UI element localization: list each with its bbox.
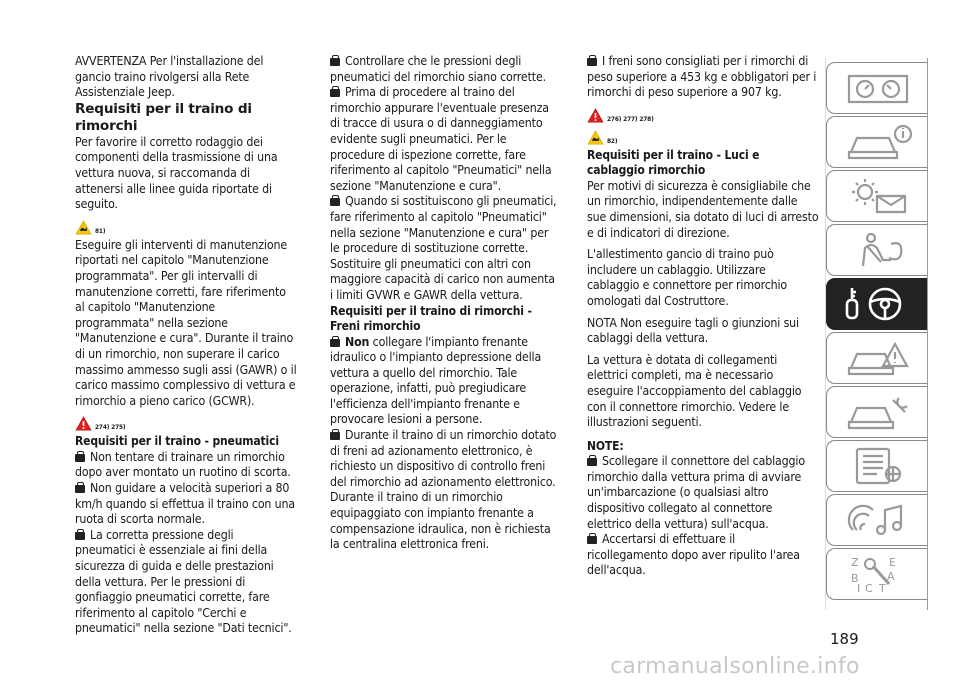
svg-text:A: A [887, 570, 895, 583]
tow-hitch-bullet-icon [75, 484, 86, 493]
paragraph-manutenzione: Eseguire gli interventi di manutenzione riportati nel capitolo "Manutenzione programmata". Per gli intervalli di manutenzione corretti, fare riferimento al capitolo "Manutenzione programmata" nella sezione "Manutenzione e cura". Durante il traino di un rimorchio, non superare il carico massimo ammesso sugli assi (GAWR) o il carico massimo complessivo di vettura e rimorchio a pieno carico (GCWR). [75, 237, 297, 408]
svg-text:I: I [857, 582, 861, 594]
car-info-icon [843, 122, 913, 162]
tab-avviamento-guida[interactable] [826, 278, 927, 330]
multimedia-icon [843, 500, 913, 540]
bullet-item: Accertarsi di effettuare il ricollegamento dopo aver ripulito l'area dell'acqua. [587, 532, 800, 578]
warning-ref[interactable] [587, 127, 819, 145]
column-2 [330, 54, 560, 553]
page-number: 189 [830, 630, 859, 648]
seatbelt-airbag-icon [843, 230, 913, 270]
warning-ref-number: 276) 277) 278) [607, 114, 654, 123]
bullet-item: Scollegare il connettore del cablaggio rimorchio dalla vettura prima di avviare un'imbarcazione (o qualsiasi altro dispositivo collegato al connettore elettrico della vettura) sull'acqua. [587, 454, 805, 531]
paragraph-cablaggio: L'allestimento gancio di traino può includere un cablaggio. Utilizzare cablaggio e connettore per rimorchio omologati dal Costruttore. [587, 247, 788, 308]
paragraph-rodaggio: Per favorire il corretto rodaggio dei componenti della trasmissione di una vettura nuova, si raccomanda di attenersi alle linee guida riportate di seguito. [75, 134, 278, 212]
bullet-item: I freni sono consigliati per i rimorchi di peso superiore a 453 kg e obbligatori per i rimorchi di peso superiore a 907 kg. [587, 54, 817, 100]
car-wrench-icon [843, 392, 913, 432]
heading-luci-cablaggio: Requisiti per il traino - Luci e cablaggio rimorchio [587, 147, 760, 178]
warning-ref-number: 81) [95, 226, 106, 235]
svg-text:B: B [851, 572, 859, 585]
car-warning-icon [843, 338, 913, 378]
sun-mail-icon [843, 176, 913, 216]
tab-indice-alfabetico[interactable] [826, 548, 927, 600]
warning-ref-number: 82) [607, 136, 618, 145]
warning-triangle-icon [75, 220, 92, 235]
tow-hitch-bullet-icon [330, 57, 341, 66]
column-3 [587, 54, 819, 579]
warning-triangle-icon [75, 416, 92, 431]
svg-text:Z: Z [851, 556, 859, 569]
tow-hitch-bullet-icon [587, 457, 598, 466]
tow-hitch-bullet-icon [330, 197, 341, 206]
tab-conoscenza-vettura[interactable] [826, 116, 927, 168]
warning-ref[interactable] [587, 105, 819, 123]
paragraph-sicurezza-luci: Per motivi di sicurezza è consigliabile che un rimorchio, indipendentemente dalle sue dimensioni, sia dotato di luci di arresto e di indicatori di direzione. [587, 178, 819, 240]
heading-freni-rimorchio: Requisiti per il traino di rimorchi - Freni rimorchio [330, 303, 532, 333]
paragraph-nota: NOTA Non eseguire tagli o giunzioni sui cablaggi della vettura. [587, 315, 799, 346]
tab-sicurezza[interactable] [826, 224, 927, 276]
tow-hitch-bullet-icon [330, 88, 341, 97]
warning-ref[interactable] [75, 413, 297, 431]
watermark-footer: carmanualsonline.info [610, 654, 860, 679]
tow-hitch-bullet-icon [587, 535, 598, 544]
spec-list-icon [843, 446, 913, 486]
bullet-item: Quando si sostituiscono gli pneumatici, fare riferimento al capitolo "Pneumatici" nella sezione "Manutenzione e cura" per le procedure di sostituzione corrette. Sostituire gli pneumatici con altri con maggiore capacità di carico non aumenta i limiti GVWR e GAWR della vettura. [330, 194, 557, 302]
svg-text:E: E [889, 556, 896, 569]
warning-triangle-icon [587, 108, 604, 123]
car-dashboard-icon [843, 68, 913, 108]
tab-manutenzione[interactable] [826, 386, 927, 438]
tow-hitch-bullet-icon [75, 531, 86, 540]
tab-spie-messaggi[interactable] [826, 170, 927, 222]
key-steering-wheel-icon [843, 284, 913, 324]
bullet-item: Durante il traino di un rimorchio dotato di freni ad azionamento elettronico, è richiesto un dispositivo di controllo freni del rimorchio ad azionamento elettronico. Durante il traino di un rimorchio equipaggiato con impianto frenante a compensazione idraulica, non è richiesta la centralina elettronica freni. [330, 428, 557, 552]
heading-requisiti-traino: Requisiti per il traino di rimorchi [75, 100, 252, 134]
warning-triangle-icon [587, 130, 604, 145]
column-1 [75, 54, 297, 637]
bullet-item: La corretta pressione degli pneumatici è essenziale ai fini della sicurezza di guida e delle prestazioni della vettura. Per le pressioni di gonfiaggio pneumatici corrette, fare riferimento al capitolo "Cerchi e pneumatici" nella sezione "Dati tecnici". [75, 527, 292, 636]
warning-ref-number: 274) 275) [95, 423, 126, 432]
svg-text:T: T [879, 582, 886, 594]
nav-edge-line [927, 58, 928, 610]
tab-dati-tecnici[interactable] [826, 440, 927, 492]
bullet-item: Non collegare l'impianto frenante idraulico o l'impianto depressione della vettura a quello del rimorchio. Tale operazione, infatti, può pregiudicare l'efficienza dell'impianto frenante e provocare lesioni a persone. [330, 334, 542, 427]
avvertenza-text: AVVERTENZA Per l'installazione del gancio traino rivolgersi alla Rete Assistenziale Jeep. [75, 54, 264, 100]
tab-in-emergenza[interactable] [826, 332, 927, 384]
bullet-item: Prima di procedere al traino del rimorchio appurare l'eventuale presenza di tracce di usura o di danneggiamento evidente sugli pneumatici. Per le procedure di ispezione corrette, fare riferimento al capitolo "Pneumatici" nella sezione "Manutenzione e cura". [330, 85, 552, 193]
tow-hitch-bullet-icon [75, 453, 86, 462]
bullet-item: Controllare che le pressioni degli pneumatici del rimorchio siano corrette. [330, 54, 546, 84]
bullet-item: Non guidare a velocità superiori a 80 km/h quando si effettua il traino con una ruota di scorta normale. [75, 480, 296, 527]
warning-ref[interactable] [75, 217, 297, 235]
svg-text:C: C [865, 582, 873, 594]
tow-hitch-bullet-icon [330, 431, 341, 440]
tab-dashboard[interactable] [826, 62, 927, 114]
bullet-item: Non tentare di trainare un rimorchio dopo aver montato un ruotino di scorta. [75, 449, 291, 480]
heading-pneumatici: Requisiti per il traino - pneumatici [75, 434, 279, 449]
tab-multimedia[interactable] [826, 494, 927, 546]
paragraph-collegamenti: La vettura è dotata di collegamenti elettrici completi, ma è necessario eseguire l'accoppiamento del cablaggio con il connettore rimorchio. Vedere le illustrazioni seguenti. [587, 352, 802, 430]
heading-note: NOTE: [587, 438, 624, 453]
tow-hitch-bullet-icon [330, 338, 341, 347]
tow-hitch-bullet-icon [587, 57, 598, 66]
alphabet-index-icon [843, 554, 913, 594]
